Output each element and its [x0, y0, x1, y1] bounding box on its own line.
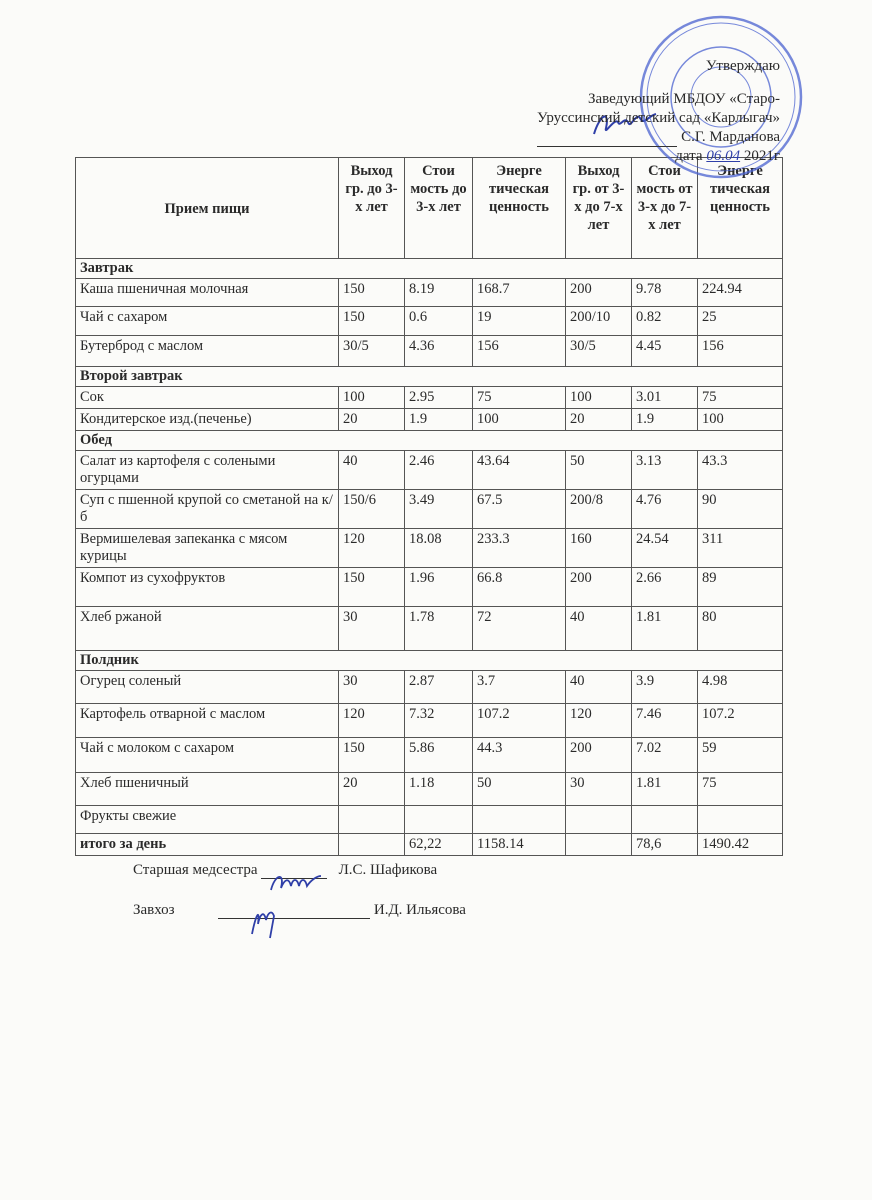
value-cell: 50 [473, 773, 566, 806]
value-cell: 2.66 [632, 568, 698, 607]
table-row [76, 336, 783, 367]
total-value: 1490.42 [698, 834, 783, 856]
value-cell: 150 [339, 307, 405, 336]
value-cell: 40 [566, 671, 632, 704]
dish-name-cell: Хлеб ржаной [76, 607, 339, 651]
section-title: Обед [76, 431, 783, 451]
value-cell [566, 806, 632, 834]
value-cell: 160 [566, 529, 632, 568]
value-cell: 30 [566, 773, 632, 806]
value-cell: 200/8 [566, 490, 632, 529]
dish-name-cell: Каша пшеничная молочная [76, 279, 339, 307]
value-cell: 0.82 [632, 307, 698, 336]
column-header: Выход гр. от 3-х до 7-х лет [566, 158, 632, 259]
value-cell: 40 [566, 607, 632, 651]
section-title: Второй завтрак [76, 367, 783, 387]
value-cell: 40 [339, 451, 405, 490]
menu-table [75, 157, 783, 856]
value-cell: 3.01 [632, 387, 698, 409]
value-cell: 1.81 [632, 773, 698, 806]
value-cell: 30 [339, 671, 405, 704]
value-cell: 200/10 [566, 307, 632, 336]
approval-position-line1: Заведующий МБДОУ «Старо- [588, 91, 780, 107]
value-cell: 100 [698, 409, 783, 431]
total-value [566, 834, 632, 856]
value-cell: 80 [698, 607, 783, 651]
table-row [76, 451, 783, 490]
value-cell: 200 [566, 279, 632, 307]
value-cell: 43.3 [698, 451, 783, 490]
value-cell: 4.36 [405, 336, 473, 367]
value-cell: 3.49 [405, 490, 473, 529]
table-row [76, 279, 783, 307]
column-header: Прием пищи [76, 158, 339, 259]
table-row [76, 806, 783, 834]
dish-name-cell: Вермишелевая запеканка с мясом курицы [76, 529, 339, 568]
value-cell: 24.54 [632, 529, 698, 568]
value-cell: 2.95 [405, 387, 473, 409]
dish-name-cell: Чай с сахаром [76, 307, 339, 336]
value-cell: 8.19 [405, 279, 473, 307]
value-cell: 224.94 [698, 279, 783, 307]
value-cell: 1.96 [405, 568, 473, 607]
value-cell: 3.9 [632, 671, 698, 704]
total-value [339, 834, 405, 856]
value-cell: 200 [566, 738, 632, 773]
value-cell: 311 [698, 529, 783, 568]
value-cell: 100 [339, 387, 405, 409]
value-cell: 150 [339, 279, 405, 307]
value-cell: 1.18 [405, 773, 473, 806]
value-cell: 4.76 [632, 490, 698, 529]
value-cell: 90 [698, 490, 783, 529]
value-cell: 7.46 [632, 704, 698, 738]
dish-name-cell: Картофель отварной с маслом [76, 704, 339, 738]
value-cell: 168.7 [473, 279, 566, 307]
dish-name-cell: Сок [76, 387, 339, 409]
value-cell: 1.9 [632, 409, 698, 431]
value-cell: 30/5 [566, 336, 632, 367]
dish-name-cell: Компот из сухофруктов [76, 568, 339, 607]
value-cell: 3.13 [632, 451, 698, 490]
total-label: итого за день [76, 834, 339, 856]
table-row [76, 529, 783, 568]
value-cell: 75 [473, 387, 566, 409]
total-value: 1158.14 [473, 834, 566, 856]
date-handwritten: 06.04 [706, 148, 741, 164]
table-row [76, 307, 783, 336]
total-value: 62,22 [405, 834, 473, 856]
approval-title: Утверждаю [705, 58, 780, 74]
value-cell [698, 806, 783, 834]
value-cell: 7.32 [405, 704, 473, 738]
value-cell: 43.64 [473, 451, 566, 490]
dish-name-cell: Кондитерское изд.(печенье) [76, 409, 339, 431]
column-header: Стои мость до 3-х лет [405, 158, 473, 259]
value-cell: 5.86 [405, 738, 473, 773]
value-cell [405, 806, 473, 834]
table-row [76, 773, 783, 806]
value-cell: 100 [566, 387, 632, 409]
value-cell: 72 [473, 607, 566, 651]
total-value: 78,6 [632, 834, 698, 856]
value-cell: 59 [698, 738, 783, 773]
manager-signature [218, 918, 370, 919]
value-cell: 1.81 [632, 607, 698, 651]
nurse-signature [261, 878, 327, 879]
manager-label: Завхоз [133, 902, 175, 918]
value-cell: 233.3 [473, 529, 566, 568]
table-row [76, 409, 783, 431]
table-row [76, 387, 783, 409]
value-cell: 50 [566, 451, 632, 490]
value-cell: 67.5 [473, 490, 566, 529]
value-cell: 107.2 [698, 704, 783, 738]
section-row [76, 259, 783, 279]
dish-name-cell: Чай с молоком с сахаром [76, 738, 339, 773]
value-cell [473, 806, 566, 834]
date-label: дата [675, 148, 703, 164]
dish-name-cell: Фрукты свежие [76, 806, 339, 834]
manager-signature-line [133, 902, 466, 919]
column-header: Выход гр. до 3-х лет [339, 158, 405, 259]
value-cell: 150/6 [339, 490, 405, 529]
value-cell: 150 [339, 738, 405, 773]
dish-name-cell: Хлеб пшеничный [76, 773, 339, 806]
value-cell: 75 [698, 773, 783, 806]
value-cell: 20 [339, 409, 405, 431]
table-row [76, 568, 783, 607]
value-cell: 4.45 [632, 336, 698, 367]
approval-position-line2: Уруссинский детский сад «Карлыгач» [537, 110, 780, 126]
total-row [76, 834, 783, 856]
value-cell: 2.87 [405, 671, 473, 704]
value-cell: 4.98 [698, 671, 783, 704]
value-cell: 120 [339, 704, 405, 738]
signature-line [537, 146, 677, 147]
table-row [76, 607, 783, 651]
value-cell: 1.9 [405, 409, 473, 431]
value-cell: 75 [698, 387, 783, 409]
value-cell: 107.2 [473, 704, 566, 738]
value-cell: 44.3 [473, 738, 566, 773]
value-cell: 200 [566, 568, 632, 607]
value-cell: 100 [473, 409, 566, 431]
date-year: 2021г [743, 148, 780, 164]
value-cell: 0.6 [405, 307, 473, 336]
value-cell: 25 [698, 307, 783, 336]
section-title: Завтрак [76, 259, 783, 279]
value-cell: 30 [339, 607, 405, 651]
value-cell: 120 [566, 704, 632, 738]
table-row [76, 704, 783, 738]
dish-name-cell: Огурец соленый [76, 671, 339, 704]
nurse-name: Л.С. Шафикова [338, 862, 438, 878]
dish-name-cell: Салат из картофеля с солеными огурцами [76, 451, 339, 490]
value-cell: 20 [339, 773, 405, 806]
value-cell: 89 [698, 568, 783, 607]
value-cell: 150 [339, 568, 405, 607]
value-cell: 156 [473, 336, 566, 367]
dish-name-cell: Суп с пшенной крупой со сметаной на к/б [76, 490, 339, 529]
column-header: Энерге тическая ценность [698, 158, 783, 259]
nurse-signature-line [133, 862, 437, 879]
value-cell: 156 [698, 336, 783, 367]
value-cell: 120 [339, 529, 405, 568]
value-cell: 3.7 [473, 671, 566, 704]
value-cell: 66.8 [473, 568, 566, 607]
nurse-label: Старшая медсестра [133, 862, 258, 878]
value-cell: 30/5 [339, 336, 405, 367]
section-row [76, 651, 783, 671]
dish-name-cell: Бутерброд с маслом [76, 336, 339, 367]
value-cell: 20 [566, 409, 632, 431]
value-cell: 19 [473, 307, 566, 336]
section-title: Полдник [76, 651, 783, 671]
value-cell: 2.46 [405, 451, 473, 490]
value-cell: 1.78 [405, 607, 473, 651]
value-cell: 18.08 [405, 529, 473, 568]
table-row [76, 671, 783, 704]
approval-block [537, 57, 780, 166]
value-cell: 7.02 [632, 738, 698, 773]
approver-name: С.Г. Марданова [681, 129, 780, 145]
section-row [76, 431, 783, 451]
column-header: Энерге тическая ценность [473, 158, 566, 259]
section-row [76, 367, 783, 387]
value-cell [632, 806, 698, 834]
value-cell [339, 806, 405, 834]
table-row [76, 738, 783, 773]
column-header: Стои мость от 3-х до 7-х лет [632, 158, 698, 259]
table-row [76, 490, 783, 529]
value-cell: 9.78 [632, 279, 698, 307]
manager-name: И.Д. Ильясова [373, 902, 466, 918]
